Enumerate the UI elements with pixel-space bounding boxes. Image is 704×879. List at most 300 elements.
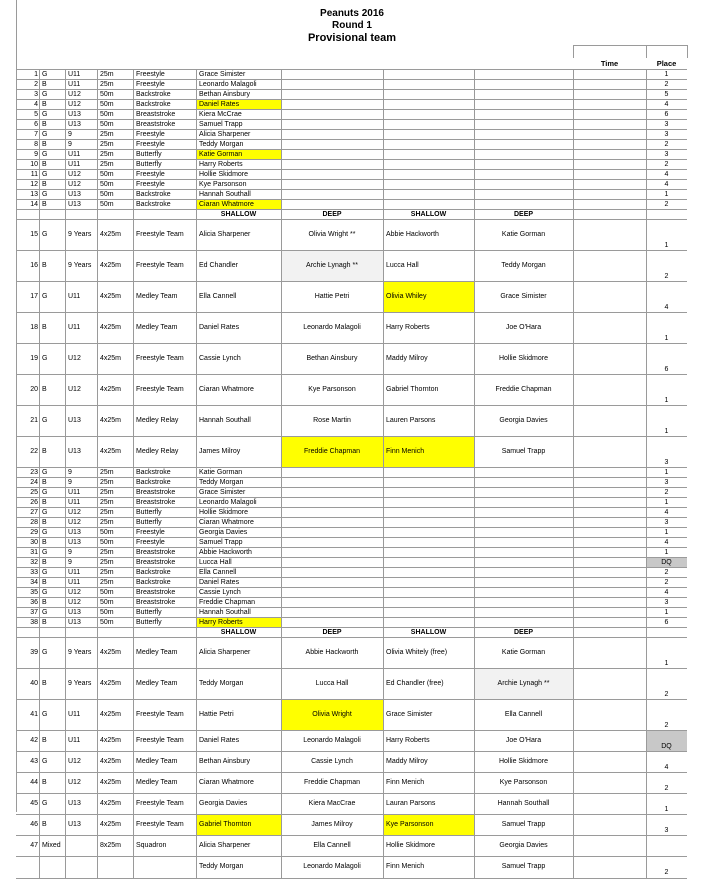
distance-cell (97, 815, 133, 836)
swimmer-4-cell (474, 669, 573, 700)
swimmer-2-text: Hattie Petri (314, 293, 350, 300)
gender-cell (39, 669, 65, 700)
swimmer-1-cell (196, 406, 281, 437)
gender-cell (39, 700, 65, 731)
table-row (16, 751, 687, 773)
age-group-cell (65, 857, 97, 878)
event-number-text: 27 (30, 509, 38, 516)
swimmer-2-cell (281, 857, 383, 878)
distance-text: 25m (100, 161, 114, 168)
table-row (16, 699, 687, 731)
swimmer-1-text: Ciaran Whatmore (199, 519, 254, 526)
distance-text: 25m (100, 71, 114, 78)
event-number-text: 35 (30, 589, 38, 596)
gender-cell (39, 815, 65, 836)
gender-text: B (42, 448, 47, 455)
event-number-text: 34 (30, 579, 38, 586)
gender-text: G (42, 529, 48, 536)
age-group-text: 9 (68, 141, 72, 148)
place-cell (646, 220, 687, 251)
event-number-text: 46 (30, 821, 38, 828)
time-cell (573, 251, 646, 282)
event-number-text: 26 (30, 499, 38, 506)
table-row (16, 835, 687, 857)
distance-text: 50m (100, 609, 114, 616)
distance-text: 8x25m (100, 842, 122, 849)
time-cell (573, 220, 646, 251)
distance-text: 4x25m (100, 711, 122, 718)
swimmer-4-text: Hannah Southall (497, 800, 550, 807)
swimmer-1-text: Harry Roberts (199, 619, 243, 626)
distance-text: 4x25m (100, 821, 122, 828)
stroke-cell (133, 669, 196, 700)
place-text: 4 (664, 509, 669, 516)
event-number-cell (16, 437, 39, 468)
event-number-text: 45 (30, 800, 38, 807)
swimmer-1-text: Cassie Lynch (199, 355, 241, 362)
place-text: 3 (664, 519, 669, 526)
swimmer-4-cell (474, 282, 573, 313)
event-number-text: 15 (30, 231, 38, 238)
event-number-text: 6 (34, 121, 38, 128)
time-header-box (573, 45, 647, 58)
place-text: 6 (664, 366, 669, 373)
swimmer-4-text: Joe O'Hara (505, 737, 542, 744)
distance-text: 4x25m (100, 779, 122, 786)
stroke-text: Freestyle Team (136, 800, 184, 807)
swimmer-2-cell (281, 638, 383, 669)
swimmer-1-text: Kiera McCrae (199, 111, 242, 118)
swimmer-2-cell (281, 220, 383, 251)
event-number-text: 40 (30, 680, 38, 687)
place-text: 4 (664, 101, 669, 108)
sheet-title: Peanuts 2016 (320, 8, 384, 19)
place-text: 1 (664, 549, 669, 556)
age-group-cell (65, 344, 97, 375)
gender-text: G (42, 231, 48, 238)
distance-text: 25m (100, 81, 114, 88)
place-text: 4 (664, 764, 669, 771)
place-text: 6 (664, 619, 669, 626)
table-row (16, 814, 687, 836)
swimmer-1-text: Georgia Davies (199, 800, 248, 807)
place-text: 4 (664, 304, 669, 311)
age-group-cell (65, 669, 97, 700)
stroke-text: Butterfly (136, 151, 162, 158)
swimmer-3-cell (383, 815, 474, 836)
table-row (16, 730, 687, 752)
event-number-text: 43 (30, 758, 38, 765)
stroke-text: Freestyle (136, 141, 165, 148)
gender-text: B (42, 121, 47, 128)
event-number-text: 20 (30, 386, 38, 393)
swimmer-1-cell (196, 700, 281, 731)
swimmer-1-text: Georgia Davies (199, 529, 248, 536)
event-number-text: 7 (34, 131, 38, 138)
place-text: 1 (664, 529, 669, 536)
place-text: 4 (664, 589, 669, 596)
distance-text: 4x25m (100, 758, 122, 765)
event-number-text: 38 (30, 619, 38, 626)
stroke-text: Butterfly (136, 519, 162, 526)
gender-text: B (42, 519, 47, 526)
age-group-text: U12 (68, 91, 81, 98)
stroke-text: Backstroke (136, 569, 171, 576)
age-group-text: 9 Years (68, 262, 92, 269)
place-text: 5 (664, 91, 669, 98)
stroke-text: Medley Relay (136, 448, 179, 455)
swimmer-2-cell (281, 406, 383, 437)
event-number-text: 5 (34, 111, 38, 118)
place-text: 1 (664, 335, 669, 342)
stroke-text: Butterfly (136, 619, 162, 626)
distance-cell (97, 220, 133, 251)
event-number-text: 44 (30, 779, 38, 786)
event-number-text: 39 (30, 649, 38, 656)
swimmer-4-text: Georgia Davies (499, 842, 548, 849)
event-number-text: 24 (30, 479, 38, 486)
swimmer-3-cell (383, 437, 474, 468)
stroke-text: Breaststroke (136, 489, 176, 496)
age-group-text: U11 (68, 293, 81, 300)
age-group-text: U13 (68, 417, 81, 424)
gender-cell (39, 437, 65, 468)
swimmer-1-text: Alicia Sharpener (199, 231, 251, 238)
gender-text: G (42, 649, 48, 656)
stroke-cell (133, 752, 196, 773)
age-group-text: U13 (68, 121, 81, 128)
age-group-text: U12 (68, 519, 81, 526)
distance-text: 25m (100, 549, 114, 556)
gender-text: B (42, 262, 47, 269)
age-group-cell (65, 731, 97, 752)
swimmer-3-cell (383, 752, 474, 773)
distance-text: 50m (100, 529, 114, 536)
event-number-text: 17 (30, 293, 38, 300)
stroke-text: Backstroke (136, 201, 171, 208)
swimmer-3-text: Lucca Hall (386, 262, 419, 269)
gender-cell (39, 857, 65, 878)
distance-cell (97, 406, 133, 437)
swimmer-1-text: Grace Simister (199, 489, 246, 496)
distance-text: 50m (100, 191, 114, 198)
swimmer-2-text: Rose Martin (313, 417, 351, 424)
gender-text: G (42, 417, 48, 424)
time-cell (573, 773, 646, 794)
distance-text: 4x25m (100, 262, 122, 269)
age-group-text: U13 (68, 539, 81, 546)
time-cell (573, 700, 646, 731)
distance-text: 50m (100, 171, 114, 178)
swimmer-2-text: Archie Lynagh ** (306, 262, 358, 269)
event-number-text: 32 (30, 559, 38, 566)
swimmer-4-cell (474, 437, 573, 468)
swimmer-3-text: Ed Chandler (free) (386, 680, 444, 687)
event-number-cell (16, 375, 39, 406)
age-group-text: U11 (68, 81, 81, 88)
gender-text: G (42, 489, 48, 496)
stroke-text: Backstroke (136, 479, 171, 486)
stroke-cell (133, 220, 196, 251)
gender-text: G (42, 711, 48, 718)
table-row (16, 312, 687, 344)
time-cell (573, 731, 646, 752)
swimmer-2-text: Leonardo Malagoli (303, 863, 361, 870)
time-cell (573, 638, 646, 669)
swimmer-3-cell (383, 406, 474, 437)
swimmer-3-text: Olivia Whiley (386, 293, 427, 300)
event-number-text: 9 (34, 151, 38, 158)
swimmer-2-cell (281, 773, 383, 794)
swimmer-4-text: Samuel Trapp (501, 448, 546, 455)
place-text: 3 (664, 599, 669, 606)
distance-cell (97, 313, 133, 344)
swimmer-1-text: Ciaran Whatmore (199, 201, 254, 208)
swimmer-4-text: Hollie Skidmore (498, 758, 549, 765)
place-column-header: Place (656, 59, 677, 68)
age-group-cell (65, 406, 97, 437)
swimmer-2-cell (281, 731, 383, 752)
gender-cell (39, 406, 65, 437)
gender-text: B (42, 81, 47, 88)
stroke-text: Backstroke (136, 191, 171, 198)
swimmer-2-text: Ella Cannell (313, 842, 351, 849)
swimmer-1-text: Alicia Sharpener (199, 842, 251, 849)
gender-text: B (42, 737, 47, 744)
distance-text: 4x25m (100, 386, 122, 393)
event-number-text: 47 (30, 842, 38, 849)
age-group-text: U13 (68, 821, 81, 828)
event-number-text: 8 (34, 141, 38, 148)
event-number-text: 36 (30, 599, 38, 606)
swimmer-2-text: James Milroy (311, 821, 353, 828)
swimmer-1-cell (196, 773, 281, 794)
age-group-text: U11 (68, 161, 81, 168)
distance-text: 25m (100, 579, 114, 586)
swimmer-1-text: Abbie Hackworth (199, 549, 252, 556)
time-cell (573, 815, 646, 836)
place-text: 1 (664, 499, 669, 506)
swimmer-3-text: Finn Menich (386, 779, 425, 786)
swimmer-3-text: Grace Simister (386, 711, 433, 718)
time-cell (573, 282, 646, 313)
place-text: 1 (664, 191, 669, 198)
gender-text: B (42, 101, 47, 108)
event-number-cell (16, 313, 39, 344)
stroke-text: Breaststroke (136, 559, 176, 566)
stroke-text: Squadron (136, 842, 167, 849)
swimmer-1-cell (196, 752, 281, 773)
swimmer-4-text: Grace Simister (500, 293, 547, 300)
swimmer-3-cell (383, 731, 474, 752)
swimmer-1-cell (196, 251, 281, 282)
stroke-text: Breaststroke (136, 599, 176, 606)
place-cell (646, 857, 687, 878)
place-text: 3 (664, 479, 669, 486)
place-cell (646, 375, 687, 406)
swimmer-2-text: Leonardo Malagoli (303, 737, 361, 744)
swimmer-1-text: Katie Gorman (199, 469, 243, 476)
swimmer-1-text: Hannah Southall (199, 191, 251, 198)
place-cell (646, 406, 687, 437)
gender-text: B (42, 579, 47, 586)
swimmer-1-cell (196, 344, 281, 375)
gender-text: G (42, 589, 48, 596)
event-number-text: 29 (30, 529, 38, 536)
swimmer-3-cell (383, 638, 474, 669)
stroke-text: Freestyle (136, 171, 165, 178)
swimmer-1-cell (196, 836, 281, 857)
place-cell (646, 437, 687, 468)
distance-text: 50m (100, 539, 114, 546)
stroke-text: Freestyle (136, 539, 165, 546)
event-number-cell (16, 857, 39, 878)
age-group-text: U13 (68, 609, 81, 616)
event-number-cell (16, 220, 39, 251)
place-cell (646, 752, 687, 773)
swimmer-4-text: Katie Gorman (501, 649, 546, 656)
gender-cell (39, 251, 65, 282)
age-group-text: U13 (68, 111, 81, 118)
distance-text: 4x25m (100, 737, 122, 744)
swimmer-1-text: Hattie Petri (199, 711, 234, 718)
age-group-text: 9 (68, 549, 72, 556)
stroke-text: Medley Team (136, 758, 178, 765)
gender-text: B (42, 499, 47, 506)
age-group-text: U11 (68, 737, 81, 744)
swimmer-4-cell (474, 638, 573, 669)
age-group-text: U12 (68, 589, 81, 596)
stroke-cell (133, 437, 196, 468)
swimmer-1-text: Bethan Ainsbury (199, 91, 250, 98)
place-cell (646, 251, 687, 282)
age-group-cell (65, 815, 97, 836)
event-number-cell (16, 700, 39, 731)
swimmer-1-cell (196, 282, 281, 313)
age-group-text: U13 (68, 800, 81, 807)
swimmer-1-text: Hannah Southall (199, 417, 251, 424)
distance-text: 4x25m (100, 355, 122, 362)
event-number-text: 21 (30, 417, 38, 424)
age-group-cell (65, 773, 97, 794)
swimmer-1-text: Teddy Morgan (199, 141, 244, 148)
age-group-text: 9 Years (68, 649, 92, 656)
age-group-text: U11 (68, 711, 81, 718)
swimmer-1-text: Leonardo Malagoli (199, 499, 257, 506)
swimmer-4-cell (474, 313, 573, 344)
gender-text: G (42, 293, 48, 300)
age-group-cell (65, 313, 97, 344)
gender-text: B (42, 161, 47, 168)
age-group-text: U11 (68, 499, 81, 506)
swimmer-2-cell (281, 344, 383, 375)
swimmer-2-cell (281, 375, 383, 406)
swimmer-1-text: Samuel Trapp (199, 539, 243, 546)
swimmer-1-cell (196, 638, 281, 669)
swimmer-4-text: Samuel Trapp (501, 863, 546, 870)
event-number-text: 25 (30, 489, 38, 496)
age-group-cell (65, 282, 97, 313)
event-number-cell (16, 752, 39, 773)
event-number-text: 14 (30, 201, 38, 208)
distance-cell (97, 836, 133, 857)
place-text: 4 (664, 539, 669, 546)
place-text: 1 (664, 806, 669, 813)
swimmer-1-text: SHALLOW (220, 629, 257, 636)
table-row (16, 772, 687, 794)
place-text: 2 (664, 489, 669, 496)
time-cell (573, 375, 646, 406)
stroke-text: Medley Team (136, 649, 178, 656)
stroke-cell (133, 282, 196, 313)
age-group-text: U12 (68, 509, 81, 516)
swimmer-2-cell (281, 251, 383, 282)
swimmer-4-text: Teddy Morgan (501, 262, 546, 269)
gender-text: G (42, 191, 48, 198)
gender-text: G (42, 609, 48, 616)
distance-text: 50m (100, 121, 114, 128)
stroke-cell (133, 700, 196, 731)
sheet-header (0, 8, 704, 44)
gender-cell (39, 773, 65, 794)
age-group-text: U13 (68, 191, 81, 198)
distance-text: 25m (100, 509, 114, 516)
swimmer-1-text: Alicia Sharpener (199, 131, 251, 138)
stroke-text: Freestyle Team (136, 355, 184, 362)
stroke-cell (133, 344, 196, 375)
event-number-text: 33 (30, 569, 38, 576)
distance-text: 50m (100, 619, 114, 626)
distance-text: 25m (100, 131, 114, 138)
gender-cell (39, 220, 65, 251)
swimmer-3-text: Lauran Parsons (386, 800, 436, 807)
swimmer-1-text: Daniel Rates (199, 101, 240, 108)
swimmer-2-cell (281, 752, 383, 773)
age-group-text: U13 (68, 201, 81, 208)
swimmer-3-cell (383, 857, 474, 878)
gender-text: B (42, 821, 47, 828)
event-number-text: 31 (30, 549, 38, 556)
event-number-text: 10 (30, 161, 38, 168)
event-number-cell (16, 731, 39, 752)
time-cell (573, 406, 646, 437)
stroke-cell (133, 251, 196, 282)
swimmer-3-text: Maddy Milroy (386, 758, 428, 765)
age-group-text: U11 (68, 71, 81, 78)
swimmer-2-text: Abbie Hackworth (305, 649, 359, 656)
time-cell (573, 437, 646, 468)
distance-text: 50m (100, 589, 114, 596)
event-number-cell (16, 638, 39, 669)
place-text: 2 (664, 785, 669, 792)
stroke-text: Breaststroke (136, 499, 176, 506)
swimmer-1-text: Katie Gorman (199, 151, 243, 158)
age-group-text: U12 (68, 386, 81, 393)
age-group-text: U12 (68, 171, 81, 178)
swimmer-4-text: Joe O'Hara (505, 324, 542, 331)
gender-cell (39, 731, 65, 752)
event-number-text: 2 (34, 81, 38, 88)
distance-text: 25m (100, 151, 114, 158)
table-row (16, 637, 687, 669)
table-row (16, 405, 687, 437)
swimmer-3-cell (383, 313, 474, 344)
gender-text: B (42, 181, 47, 188)
age-group-cell (65, 638, 97, 669)
swimmer-1-text: Freddie Chapman (199, 599, 256, 606)
distance-text: 50m (100, 599, 114, 606)
swimmer-4-cell (474, 836, 573, 857)
